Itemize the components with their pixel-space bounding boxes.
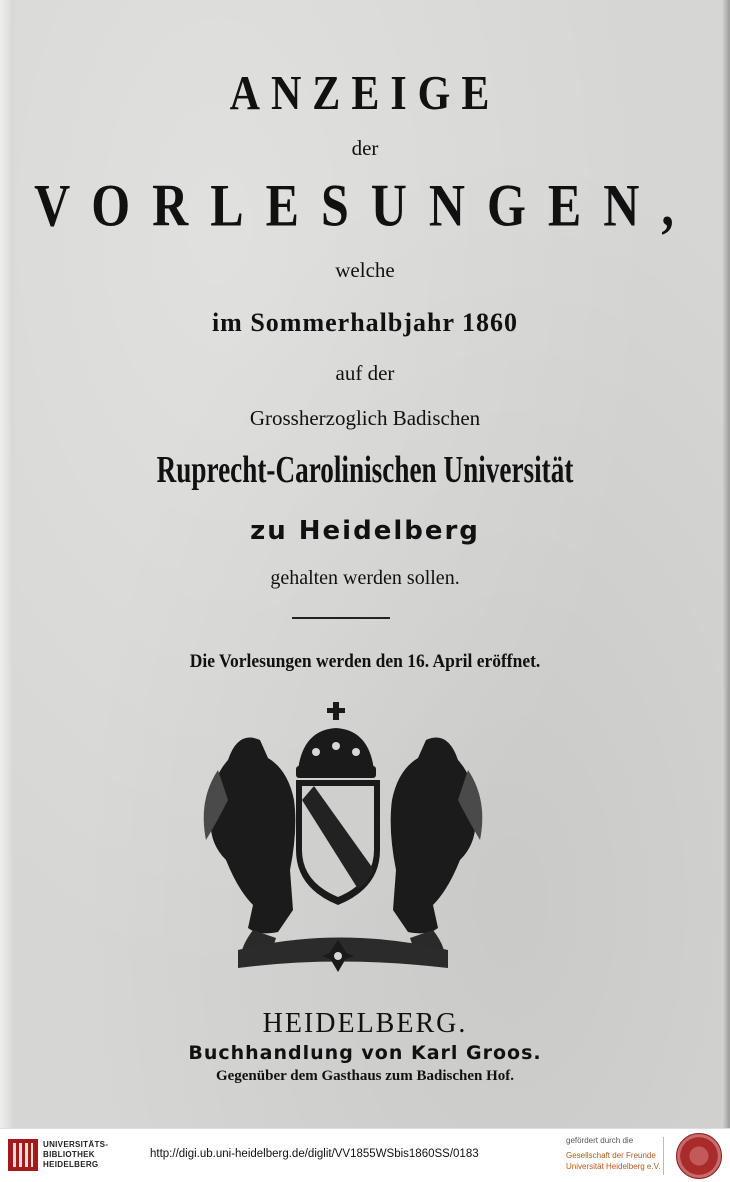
title-vorlesungen: VORLESUNGEN, [34,171,696,239]
sponsor-text[interactable] [566,1135,660,1172]
line-gehalten: gehalten werden sollen. [270,567,460,589]
sponsor-line3: Universität Heidelberg e.V. [566,1162,661,1171]
line-opening-date: Die Vorlesungen werden den 16. April eröffnet. [189,651,541,672]
baden-coat-of-arms-icon [198,700,488,990]
imprint-publisher: Buchhandlung von Karl Groos. [188,1042,542,1064]
university-library-logo-icon[interactable] [8,1139,38,1171]
imprint-address: Gegenüber dem Gasthaus zum Badischen Hof. [215,1068,515,1084]
permalink-url[interactable]: http://digi.ub.uni-heidelberg.de/diglit/VV1855WSbis1860SS/0183 [150,1148,479,1160]
divider-rule [292,617,390,619]
line-der: der [351,136,379,160]
viewer-footer [0,1128,730,1182]
library-name-line2: BIBLIOTHEK [43,1150,95,1159]
sponsor-line2: Gesellschaft der Freunde [566,1151,656,1160]
line-city: zu Heidelberg [250,516,480,546]
line-auf-der: auf der [335,361,395,385]
line-grossherzoglich: Grossherzoglich Badischen [249,406,481,430]
library-name-line3: HEIDELBERG [43,1160,99,1169]
university-seal-icon[interactable] [676,1133,722,1179]
sponsor-line1: gefördert durch die [566,1136,634,1145]
title-anzeige: ANZEIGE [229,67,501,121]
line-university-name: Ruprecht-Carolinischen Universität [156,449,574,492]
line-semester: im Sommerhalbjahr 1860 [211,308,519,337]
imprint-city: HEIDELBERG. [262,1008,468,1039]
footer-divider [663,1137,664,1175]
university-library-name[interactable] [43,1140,108,1170]
library-name-line1: UNIVERSITÄTS- [43,1140,109,1149]
line-welche: welche [335,258,395,282]
